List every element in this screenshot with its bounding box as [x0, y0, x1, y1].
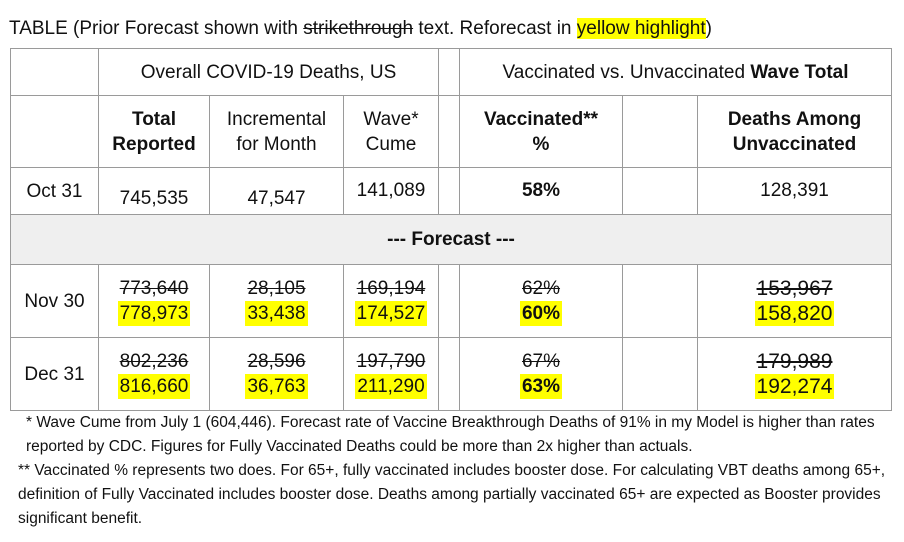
- header-unv-line2: Unvaccinated: [732, 133, 857, 155]
- reforecast-value: 211,290: [357, 376, 425, 397]
- header-total-line2: Reported: [112, 133, 196, 155]
- forecast-divider-row: [11, 215, 892, 265]
- header-empty-cell: [11, 49, 99, 96]
- cell-cume: [344, 338, 439, 411]
- footnote-vaccinated-pct: ** Vaccinated % represents two does. For 65+, fully vaccinated includes booster dose. For calculating VBT deaths among 65+, definition of Fully Vaccinated includes booster dose. Deaths among partially vaccinated 65+ are expected as Booster provides significant benefit.: [18, 462, 886, 527]
- header-total-reported: [99, 96, 210, 168]
- prior-forecast-value: 773,640: [119, 278, 189, 299]
- cell-vaccinated-pct: [460, 265, 623, 338]
- row-date: Oct 31: [11, 168, 99, 215]
- header-vac-line2: %: [532, 133, 550, 155]
- prior-forecast-value: 28,105: [247, 278, 306, 299]
- prior-forecast-value: 179,989: [756, 350, 833, 373]
- header-date-cell: [11, 96, 99, 168]
- cell-cume: 141,089: [344, 168, 439, 215]
- header-cume-line2: Cume: [365, 133, 417, 155]
- footnote-wave-cume: * Wave Cume from July 1 (604,446). Forecast rate of Vaccine Breakthrough Deaths of 91% in my Model is higher than rates reported by CDC. Figures for Fully Vaccinated Deaths could be more than 2x higher than actuals.: [26, 414, 875, 455]
- gap-cell: [623, 265, 698, 338]
- header-gap-cell: [439, 49, 460, 96]
- header-vax-prefix: Vaccinated vs. Unvaccinated: [502, 61, 751, 83]
- prior-forecast-value: 169,194: [356, 278, 426, 299]
- header-group-row: [11, 49, 892, 96]
- gap-cell: [439, 168, 460, 215]
- header-incremental: [210, 96, 344, 168]
- header-inc-line1: Incremental: [226, 108, 327, 130]
- reforecast-value: 36,763: [247, 376, 306, 397]
- cell-incremental: [210, 265, 344, 338]
- row-date: Dec 31: [11, 338, 99, 411]
- footnotes: [18, 411, 888, 531]
- header-gap-cell: [439, 96, 460, 168]
- header-inc-line2: for Month: [236, 133, 317, 155]
- cell-cume: [344, 265, 439, 338]
- cell-total: 745,535: [99, 168, 210, 215]
- header-gap-cell: [623, 96, 698, 168]
- header-column-row: [11, 96, 892, 168]
- cell-vaccinated-pct: [460, 338, 623, 411]
- reforecast-value: 174,527: [356, 303, 426, 324]
- cell-unvaccinated: 128,391: [698, 168, 892, 215]
- covid-deaths-table: [10, 48, 892, 411]
- header-total-line1: Total: [132, 108, 176, 130]
- cell-total: [99, 265, 210, 338]
- gap-cell: [439, 265, 460, 338]
- prior-forecast-value: 67%: [521, 351, 561, 372]
- cell-unvaccinated: [698, 265, 892, 338]
- header-unv-line1: Deaths Among: [727, 108, 862, 130]
- header-deaths-unvaccinated: [698, 96, 892, 168]
- prior-forecast-value: 62%: [521, 278, 561, 299]
- cell-incremental: 47,547: [210, 168, 344, 215]
- header-cume-line1: Wave*: [363, 108, 419, 130]
- header-vaccinated-vs-unvaccinated: [460, 49, 892, 96]
- caption-highlight-word: yellow highlight: [576, 18, 706, 39]
- forecast-label: --- Forecast ---: [11, 215, 892, 265]
- reforecast-value: 778,973: [119, 303, 189, 324]
- gap-cell: [439, 338, 460, 411]
- row-date: Nov 30: [11, 265, 99, 338]
- table-row-oct: [11, 168, 892, 215]
- header-overall-deaths: Overall COVID-19 Deaths, US: [99, 49, 439, 96]
- reforecast-value: 63%: [521, 376, 561, 397]
- reforecast-value: 60%: [521, 303, 561, 324]
- table-row-nov: [11, 265, 892, 338]
- header-vax-bold: Wave Total: [750, 61, 849, 83]
- gap-cell: [623, 338, 698, 411]
- prior-forecast-value: 153,967: [756, 277, 833, 300]
- caption-middle: text. Reforecast in: [413, 18, 577, 39]
- table-caption: [9, 18, 712, 40]
- header-vaccinated-pct: [460, 96, 623, 168]
- cell-vaccinated-pct: 58%: [460, 168, 623, 215]
- cell-unvaccinated: [698, 338, 892, 411]
- prior-forecast-value: 28,596: [247, 351, 306, 372]
- reforecast-value: 158,820: [756, 302, 833, 325]
- gap-cell: [623, 168, 698, 215]
- reforecast-value: 192,274: [756, 375, 833, 398]
- cell-total: [99, 338, 210, 411]
- prior-forecast-value: 802,236: [119, 351, 189, 372]
- caption-suffix: ): [705, 18, 712, 39]
- reforecast-value: 33,438: [247, 303, 306, 324]
- header-wave-cume: [344, 96, 439, 168]
- header-vac-line1: Vaccinated**: [483, 108, 599, 130]
- table-row-dec: [11, 338, 892, 411]
- prior-forecast-value: 197,790: [356, 351, 426, 372]
- caption-prefix: TABLE (Prior Forecast shown with: [9, 18, 304, 39]
- caption-strike-word: strikethrough: [303, 18, 414, 39]
- reforecast-value: 816,660: [119, 376, 189, 397]
- cell-incremental: [210, 338, 344, 411]
